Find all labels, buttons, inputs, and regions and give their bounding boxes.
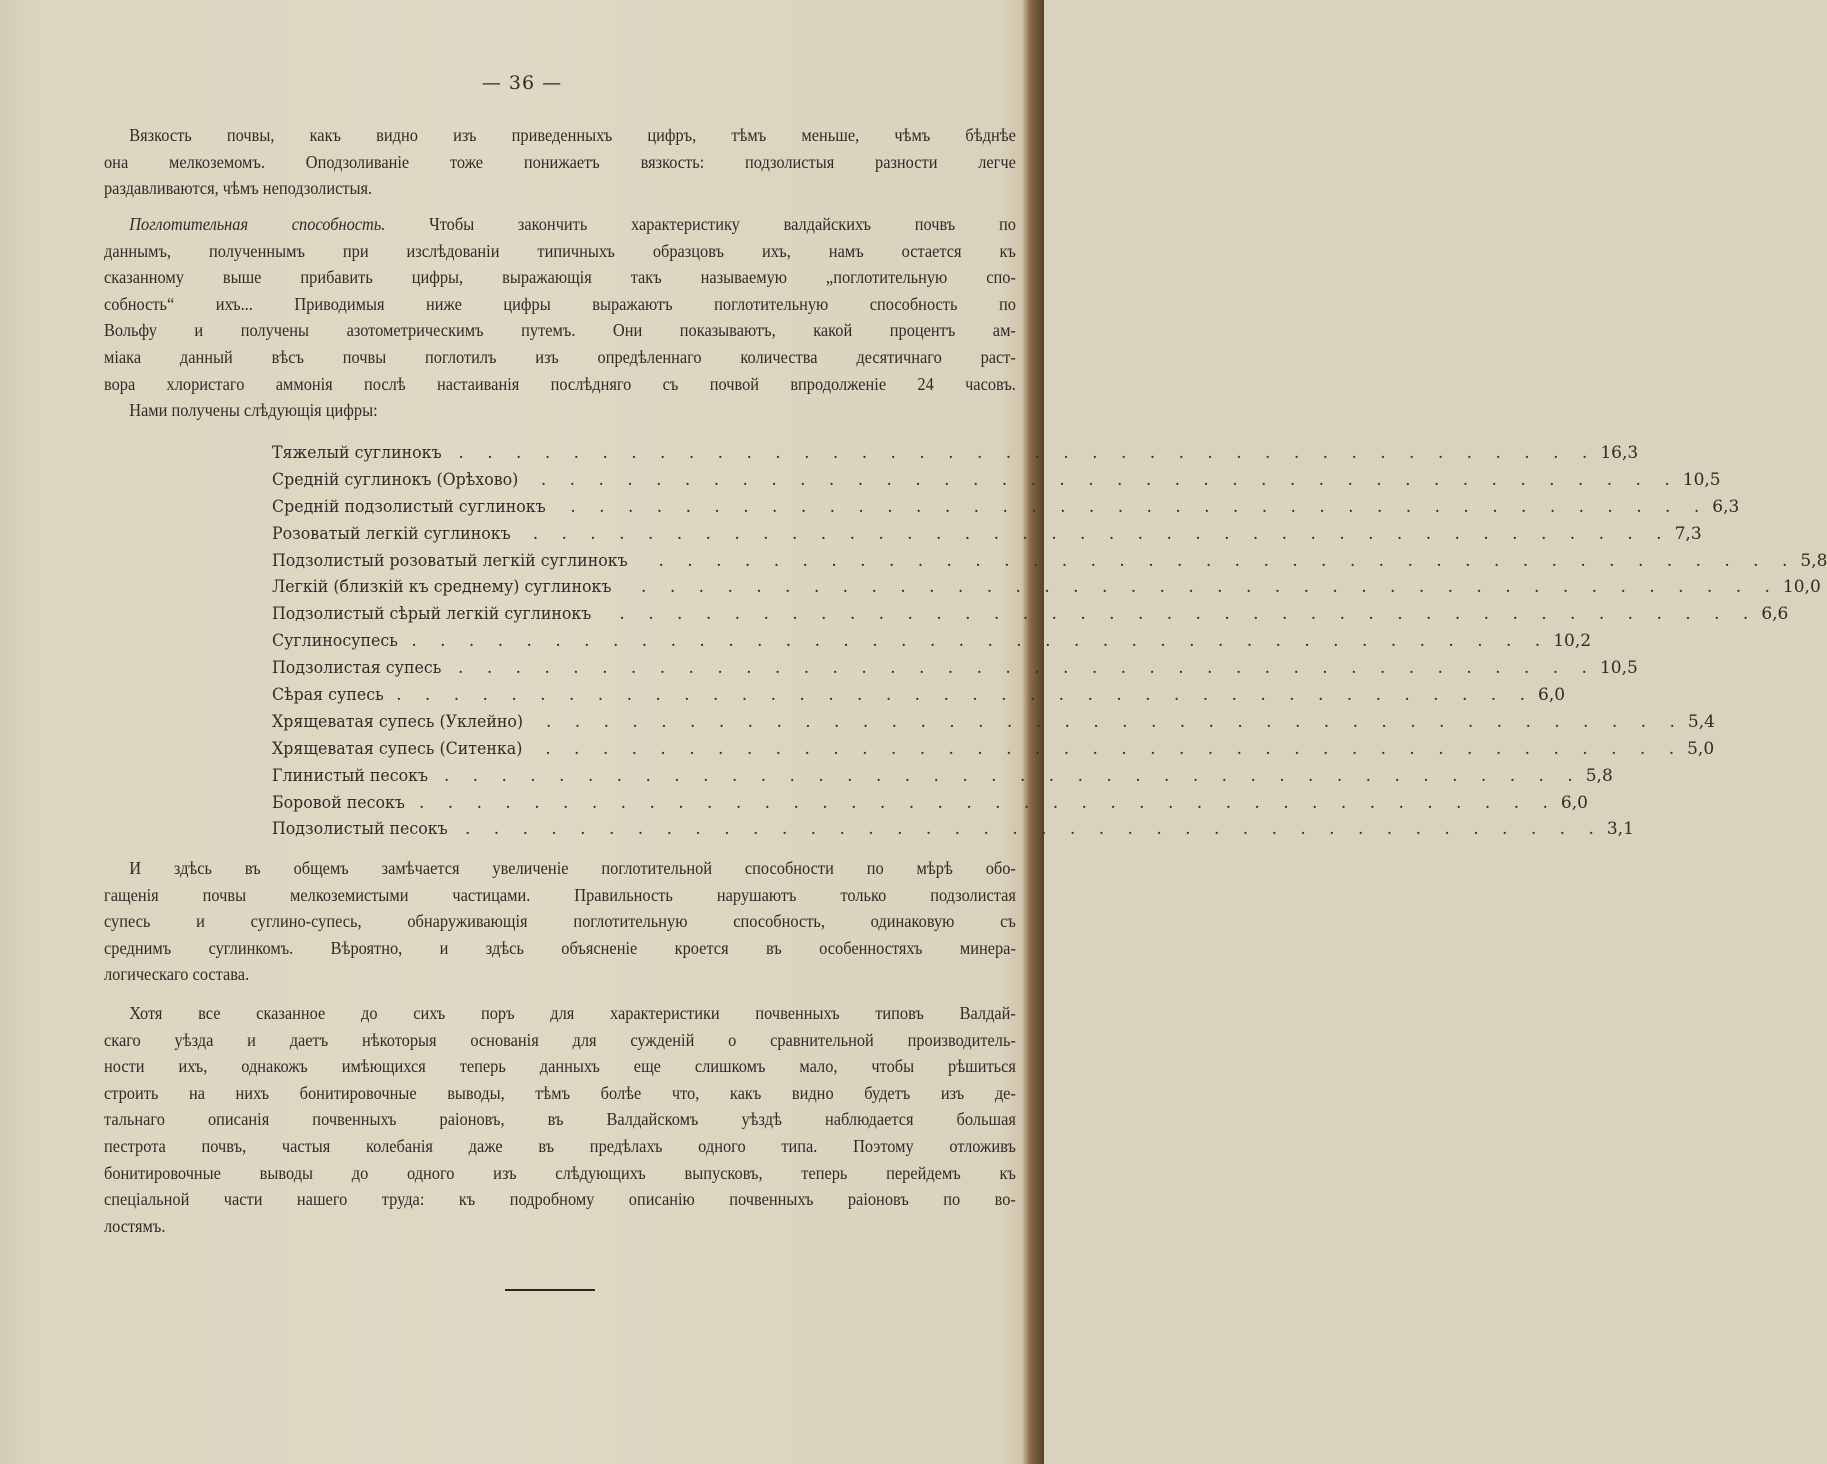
text-line: міака данный вѣсъ почвы поглотилъ изъ опредѣленнаго количества десятичнаго раст-	[104, 346, 1016, 367]
leader-dots: . . . . . . . . . . . . . . . . . . . . . . . . . . . . . . . . . . . . . . . .	[545, 738, 1684, 759]
leader-dots: . . . . . . . . . . . . . . . . . . . . . . . . . . . . . . . . . . . . . . . .	[641, 577, 1779, 598]
leader-dots: . . . . . . . . . . . . . . . . . . . . . . . . . . . . . . . . . . . . . . . .	[545, 711, 1684, 732]
soil-type-label: Розоватый легкій суглинокъ	[272, 523, 511, 544]
text-line: Вольфу и получены азотометрическимъ путемъ. Они показываютъ, какой процентъ ам-	[104, 320, 1016, 341]
soil-type-label: Суглиносупесь	[272, 631, 398, 652]
table-row	[272, 655, 1638, 682]
text-line: она мелкоземомъ. Оподзоливаніе тоже понижаетъ вязкость: подзолистыя разности легче	[104, 151, 1016, 172]
leader-dots: . . . . . . . . . . . . . . . . . . . . . . . . . . . . . . . . . . . . . . . .	[464, 819, 1603, 840]
table-row	[272, 816, 1634, 843]
absorption-value: 10,5	[1599, 658, 1638, 679]
table-row	[272, 574, 1821, 601]
absorption-value: 6,0	[1560, 792, 1588, 813]
soil-type-label: Подзолистая супесь	[272, 658, 442, 679]
paragraph-absorption	[104, 211, 1016, 424]
absorption-value: 10,5	[1682, 469, 1721, 490]
soil-type-label: Подзолистый песокъ	[272, 819, 448, 840]
section-heading-italic: Поглотительная способность.	[129, 214, 386, 234]
text-line: пестрота почвъ, частыя колебанія даже въ предѣлахъ одного типа. Поэтому отложивъ	[104, 1135, 1016, 1156]
soil-type-label: Хрящеватая супесь (Уклейно)	[272, 711, 524, 732]
text-line: даннымъ, полученнымъ при изслѣдованіи типичныхъ образцовъ ихъ, намъ остается къ	[104, 240, 1016, 261]
absorption-value: 6,3	[1712, 496, 1740, 517]
leader-dots: . . . . . . . . . . . . . . . . . . . . . . . . . . . . . . . . . . . . . . . .	[540, 469, 1679, 490]
paragraph-conclusion	[104, 1000, 1016, 1239]
leader-dots: . . . . . . . . . . . . . . . . . . . . . . . . . . . . . . . . . . . . . . . .	[619, 604, 1758, 625]
table-row	[272, 601, 1789, 628]
text-line: ности ихъ, однакожъ имѣющихся теперь данныхъ еще слишкомъ мало, чтобы рѣшиться	[104, 1056, 1016, 1077]
text-fragment: Чтобы закончить характеристику валдайскихъ почвъ по	[429, 214, 1016, 234]
text-line: Нами получены слѣдующія цифры:	[129, 400, 378, 421]
text-line: вора хлористаго аммонія послѣ настаиванія послѣдняго съ почвой впродолженіе 24 часовъ.	[104, 373, 1016, 394]
absorption-value: 6,0	[1538, 685, 1566, 706]
text-line	[104, 211, 1016, 238]
text-line: бонитировочные выводы до одного изъ слѣдующихъ выпусковъ, теперь перейдемъ къ	[104, 1162, 1016, 1183]
absorption-value: 3,1	[1606, 819, 1634, 840]
text-line: логическаго состава.	[104, 964, 250, 985]
leader-dots: . . . . . . . . . . . . . . . . . . . . . . . . . . . . . . . . . . . . . . . .	[396, 685, 1535, 706]
soil-type-label: Глинистый песокъ	[272, 765, 429, 786]
paragraph-viscosity	[104, 122, 1016, 202]
table-row	[272, 709, 1715, 736]
table-row	[272, 790, 1588, 817]
text-line: лостямъ.	[104, 1215, 166, 1236]
table-row	[272, 736, 1715, 763]
page-number: — 36 —	[481, 72, 563, 94]
text-line: Вязкость почвы, какъ видно изъ приведенныхъ цифръ, тѣмъ меньше, чѣмъ бѣднѣе	[129, 125, 1016, 145]
soil-type-label: Средній суглинокъ (Орѣхово)	[272, 469, 519, 490]
leader-dots: . . . . . . . . . . . . . . . . . . . . . . . . . . . . . . . . . . . . . . . .	[458, 658, 1596, 679]
soil-type-label: Средній подзолистый суглинокъ	[272, 496, 546, 517]
leader-dots: . . . . . . . . . . . . . . . . . . . . . . . . . . . . . . . . . . . . . . . .	[418, 792, 1557, 813]
table-row	[272, 521, 1702, 548]
absorption-value: 5,4	[1687, 711, 1715, 732]
absorption-value: 7,3	[1674, 523, 1702, 544]
soil-type-label: Боровой песокъ	[272, 792, 405, 813]
soil-type-label: Хрящеватая супесь (Ситенка)	[272, 738, 523, 759]
text-line: собность“ ихъ... Приводимыя ниже цифры выражаютъ поглотительную способность по	[104, 293, 1016, 314]
table-row	[272, 494, 1740, 521]
table-row	[272, 763, 1613, 790]
absorption-value: 16,3	[1600, 443, 1639, 463]
leader-dots: . . . . . . . . . . . . . . . . . . . . . . . . . . . . . . . . . . . . . . . .	[443, 765, 1582, 786]
text-line: тальнаго описанія почвенныхъ раіоновъ, въ Валдайскомъ уѣздѣ наблюдается большая	[104, 1109, 1016, 1130]
leader-dots: . . . . . . . . . . . . . . . . . . . . . . . . . . . . . . . . . . . . . . . .	[411, 631, 1550, 652]
text-line: супесь и суглино-супесь, обнаруживающія поглотительную способность, одинаковую съ	[104, 911, 1016, 932]
soil-type-label: Легкій (близкій къ среднему) суглинокъ	[272, 577, 612, 598]
leader-dots: . . . . . . . . . . . . . . . . . . . . . . . . . . . . . . . . . . . . . . . .	[570, 496, 1709, 517]
text-line: Хотя все сказанное до сихъ поръ для характеристики почвенныхъ типовъ Валдай-	[129, 1003, 1016, 1023]
soil-type-label: Тяжелый суглинокъ	[272, 443, 442, 463]
absorption-value: 10,2	[1553, 631, 1592, 652]
paragraph-observation	[104, 855, 1016, 988]
table-row	[272, 467, 1721, 494]
text-line: гащенія почвы мелкоземистыми частицами. Правильность нарушаютъ только подзолистая	[104, 884, 1016, 905]
leader-dots: . . . . . . . . . . . . . . . . . . . . . . . . . . . . . . . . . . . . . . . .	[532, 523, 1671, 544]
absorption-value: 5,0	[1687, 738, 1715, 759]
text-line: И здѣсь въ общемъ замѣчается увеличеніе поглотительной способности по мѣрѣ обо-	[129, 858, 1016, 878]
text-line: спеціальной части нашего труда: къ подробному описанію почвенныхъ раіоновъ по во-	[104, 1189, 1016, 1210]
absorption-value: 5,8	[1800, 550, 1827, 571]
text-line: раздавливаются, чѣмъ неподзолистыя.	[104, 178, 373, 199]
text-line: скаго уѣзда и даетъ нѣкоторыя основанія для сужденій о сравнительной производитель-	[104, 1029, 1016, 1050]
text-line: среднимъ суглинкомъ. Вѣроятно, и здѣсь объясненіе кроется въ особенностяхъ минера-	[104, 937, 1016, 958]
table-row	[272, 440, 1639, 467]
absorption-value: 6,6	[1761, 604, 1789, 625]
soil-type-label: Подзолистый сѣрый легкій суглинокъ	[272, 604, 592, 625]
leader-dots: . . . . . . . . . . . . . . . . . . . . . . . . . . . . . . . . . . . . . . . .	[458, 443, 1597, 463]
absorption-value: 10,0	[1782, 577, 1821, 598]
text-line: сказанному выше прибавить цифры, выражающія такъ называемую „поглотительную спо-	[104, 267, 1016, 288]
absorption-value: 5,8	[1585, 765, 1613, 786]
soil-type-label: Сѣрая супесь	[272, 685, 384, 706]
absorption-table	[272, 440, 1827, 843]
table-row	[272, 682, 1566, 709]
end-rule-divider	[505, 1289, 595, 1291]
leader-dots: . . . . . . . . . . . . . . . . . . . . . . . . . . . . . . . . . . . . . . . .	[658, 550, 1797, 571]
table-row	[272, 548, 1827, 575]
table-row	[272, 628, 1592, 655]
text-line: строить на нихъ бонитировочные выводы, тѣмъ болѣе что, какъ видно будетъ изъ де-	[104, 1082, 1016, 1103]
soil-type-label: Подзолистый розоватый легкій суглинокъ	[272, 550, 628, 571]
